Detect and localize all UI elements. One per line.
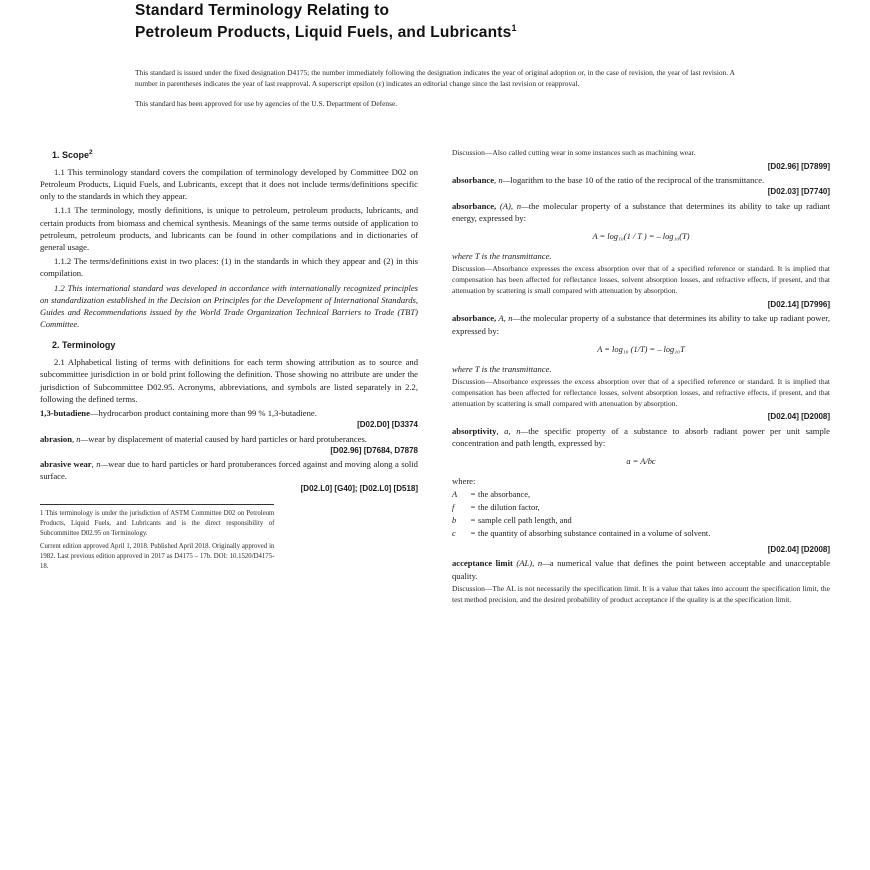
paragraph-1-1-2: 1.1.2 The terms/definitions exist in two places: (1) in the standards in which they appear and (2) in this compilation.	[40, 256, 418, 279]
term-entry-abrasive-wear	[40, 458, 418, 494]
symbol-c: c	[452, 529, 456, 539]
term-entry-acceptance-limit	[452, 557, 830, 581]
paragraph-1-1-1: 1.1.1 The terminology, mostly definitions, is unique to petroleum, petroleum products, lubricants, and certain products from biomass and chemical synthesis. Meanings of the same terms outside of application to petroleum, petroleum products, and lubricants can be found in other compilations and in dictionaries of general usage.	[40, 205, 418, 252]
term-entry-absorbance-a	[452, 312, 830, 336]
symbol-definition-item	[452, 528, 830, 540]
term-label-acceptance-limit: acceptance limit	[452, 558, 513, 569]
term-symbol-absorbance-a-paren: (A),	[496, 200, 514, 211]
term-pos-acceptance-limit: (AL), n—	[512, 558, 550, 569]
title-line-1: Standard Terminology Relating to	[135, 2, 390, 19]
term-body-absorbance-log: logarithm to the base 10 of the ratio of the reciprocal of the transmittance.	[510, 175, 765, 186]
term-code-abrasion: [D02.96] [D7684, D7878	[330, 445, 418, 455]
term-label-absorbance-a: absorbance,	[452, 313, 497, 324]
symbol-text-A: the absorbance,	[478, 490, 531, 500]
term-label-abrasion: abrasion	[40, 433, 72, 444]
symbol-eq-c: =	[470, 529, 476, 539]
title-line-2	[135, 22, 770, 45]
term-entry-absorbance-log	[452, 174, 830, 198]
term-entry-absorbance-a-paren	[452, 200, 830, 224]
front-note-1: This standard is issued under the fixed designation D4175; the number immediately following the designation indicates the year of original adoption or, in the case of revision, the year of last revision. A number in parentheses indicates the year of last reapproval. A superscript epsilon (ε) indicates an editorial change since the last revision or reapproval.	[135, 68, 735, 89]
term-pos-absorbance-a: n—	[505, 313, 521, 324]
section-heading-scope-sup: 2	[89, 149, 93, 156]
symbol-f: f	[452, 503, 455, 513]
term-body-absorptivity: the specific property of a substance to absorb radiant power per unit sample concentration and path length, expressed by:	[452, 425, 830, 449]
where-label-absorptivity: where:	[452, 476, 476, 487]
section-heading-scope	[40, 148, 418, 162]
body-columns	[40, 148, 830, 870]
paragraph-1-2: 1.2 This international standard was developed in accordance with internationally recognized principles on standardization established in the Decision on Principles for the Development of International Standards, Guides and Recommendations issued by the World Trade Organization Technical Barriers to Trade (TBT) Committee.	[40, 282, 418, 330]
code-cutting-wear-wrap	[452, 161, 830, 172]
term-entry-abrasion	[40, 433, 418, 457]
discussion-absorbance-a-paren: Discussion—Absorbance expresses the excess absorption over that of a specified reference or standard. It is implied that compensation has been affected for reflectance losses, solvent absorption losses, and refractive effects, if present, and that attenuation by scattering is small compared with attenuation by absorption.	[452, 264, 830, 296]
term-pos-abrasion: , n—	[72, 433, 89, 444]
where-label-absorbance-a-paren: where T is the transmittance.	[452, 251, 552, 262]
page-title	[135, 0, 770, 45]
symbol-eq-A: =	[470, 490, 476, 500]
term-code-absorbance-a-paren: [D02.14] [D7996]	[767, 299, 830, 309]
term-pos-absorbance-a-paren: n—	[513, 200, 529, 211]
discussion-cutting-wear: Discussion—Also called cutting wear in some instances such as machining wear.	[452, 148, 696, 157]
term-symbol-absorbance-a: A,	[496, 313, 506, 324]
term-code-absorptivity: [D02.04] [D2008]	[767, 545, 830, 555]
term-code-absorbance-a: [D02.04] [D2008]	[767, 412, 830, 422]
where-label-absorbance-a: where T is the transmittance.	[452, 363, 552, 374]
discussion-acceptance-limit: Discussion—The AL is not necessarily the specification limit. It is a value that takes into account the specification limit, the test method precision, and the desired probability of product acceptance if the quality is at the specification limit.	[452, 583, 830, 604]
section-heading-terminology	[40, 339, 418, 352]
footnote-2: Current edition approved April 1, 2018. Published April 2018. Originally approved in 1982. Last previous edition approved in 2017 as D4175 – 17b. DOI: 10.1520/D4175-18.	[40, 543, 275, 571]
paragraph-2-1: 2.1 Alphabetical listing of terms with definitions for each term showing attribution as to source and subcommittee jurisdiction in or bold print following the definition. Those showing no attribute are under the jurisdiction of Subcommittee D02.95. Acronyms, abbreviations, and symbols are listed separately in 2.2, following the defined terms.	[40, 357, 418, 404]
paragraph-1-1: 1.1 This terminology standard covers the compilation of terminology developed by Committee D02 on Petroleum Products, Liquid Fuels, and Lubricants, except that it does not include terms/definitions specific only to the standards in which they appear.	[40, 166, 418, 202]
formula-absorbance-a-paren: A = log₁₀(1 / T ) = – log₁₀(T)	[592, 232, 690, 242]
term-code-butadiene: [D02.D0] [D3374	[357, 420, 418, 430]
discussion-absorbance-a: Discussion—Absorbance expresses the excess absorption over that of a specified reference or standard. It is implied that compensation has been affected for reflectance losses, solvent absorption losses, and refractive effects, if present, and that attenuation by scattering is small compared with attenuation by absorption.	[452, 376, 830, 408]
term-entry-absorptivity	[452, 425, 830, 449]
term-body-abrasive-wear: wear due to hard particles or hard protuberances forced against and moving along a solid surface.	[40, 459, 418, 482]
front-matter-notes	[135, 67, 735, 109]
term-dash-butadiene: —	[89, 407, 99, 418]
term-label-abrasive-wear: abrasive wear	[40, 459, 92, 470]
symbol-definition-item	[452, 489, 830, 501]
term-body-absorbance-a-paren: the molecular property of a substance that determines its ability to take up radiant energy, expressed by:	[452, 200, 830, 223]
term-code-absorbance-log: [D02.03] [D7740]	[767, 187, 830, 197]
title-line-2-text: Petroleum Products, Liquid Fuels, and Lubricants	[135, 24, 512, 42]
front-note-2: This standard has been approved for use by agencies of the U.S. Department of Defense.	[135, 99, 398, 109]
footnote-1: 1 This terminology is under the jurisdiction of ASTM Committee D02 on Petroleum Products, Liquid Fuels, and Lubricants and is the direct responsibility of Subcommittee D02.95 on Terminology.	[40, 509, 275, 537]
symbol-definition-item	[452, 502, 830, 514]
symbol-eq-f: =	[470, 503, 476, 513]
code-wrap-absorbance-a	[452, 411, 830, 422]
title-block	[135, 0, 770, 45]
right-column	[452, 148, 830, 870]
symbol-text-b: sample cell path length, and	[478, 516, 572, 526]
left-column	[40, 148, 418, 870]
term-code-cutting-wear: [D02.96] [D7899]	[767, 161, 830, 171]
symbol-A: A	[452, 490, 458, 500]
term-pos-abrasive-wear: , n—	[91, 459, 109, 470]
term-body-absorbance-a: the molecular property of a substance that determines its ability to take up radiant power, expressed by:	[452, 313, 830, 336]
term-body-butadiene: hydrocarbon product containing more than 99 % 1,3-butadiene.	[98, 407, 317, 418]
symbol-text-c: the quantity of absorbing substance contained in a volume of solvent.	[478, 529, 711, 539]
term-entry-butadiene	[40, 407, 418, 431]
section-heading-terminology-label: 2. Terminology	[52, 340, 116, 351]
symbol-definition-item	[452, 515, 830, 527]
term-body-abrasion: wear by displacement of material caused by hard particles or hard protuberances.	[88, 433, 367, 444]
term-label-absorbance-log: absorbance	[452, 175, 495, 186]
term-label-butadiene: 1,3-butadiene	[40, 407, 90, 418]
footnotes	[40, 504, 274, 572]
symbol-eq-b: =	[470, 516, 476, 526]
code-wrap-absorbance-a-paren	[452, 299, 830, 310]
section-heading-scope-label: 1. Scope	[52, 150, 90, 160]
formula-absorptivity: a = A/bc	[626, 457, 656, 467]
term-body-acceptance-limit: a numerical value that defines the point between acceptable and unacceptable quality.	[452, 558, 831, 581]
symbol-text-f: the dilution factor,	[478, 503, 540, 513]
term-pos-absorbance-log: , n—	[494, 175, 511, 186]
code-wrap-absorptivity	[452, 544, 830, 555]
term-code-abrasive-wear: [D02.L0] [G40]; [D02.L0] [D518]	[300, 483, 418, 493]
symbol-b: b	[452, 516, 457, 526]
term-label-absorptivity: absorptivity	[452, 425, 497, 436]
term-pos-absorptivity: , a, n—	[496, 425, 529, 436]
title-footnote-marker: 1	[511, 23, 517, 34]
symbol-definition-list	[452, 489, 830, 540]
term-label-absorbance-a-paren: absorbance,	[452, 200, 497, 211]
formula-absorbance-a: A = log₁₀ (1/T) = – log₁₀T	[597, 344, 685, 354]
